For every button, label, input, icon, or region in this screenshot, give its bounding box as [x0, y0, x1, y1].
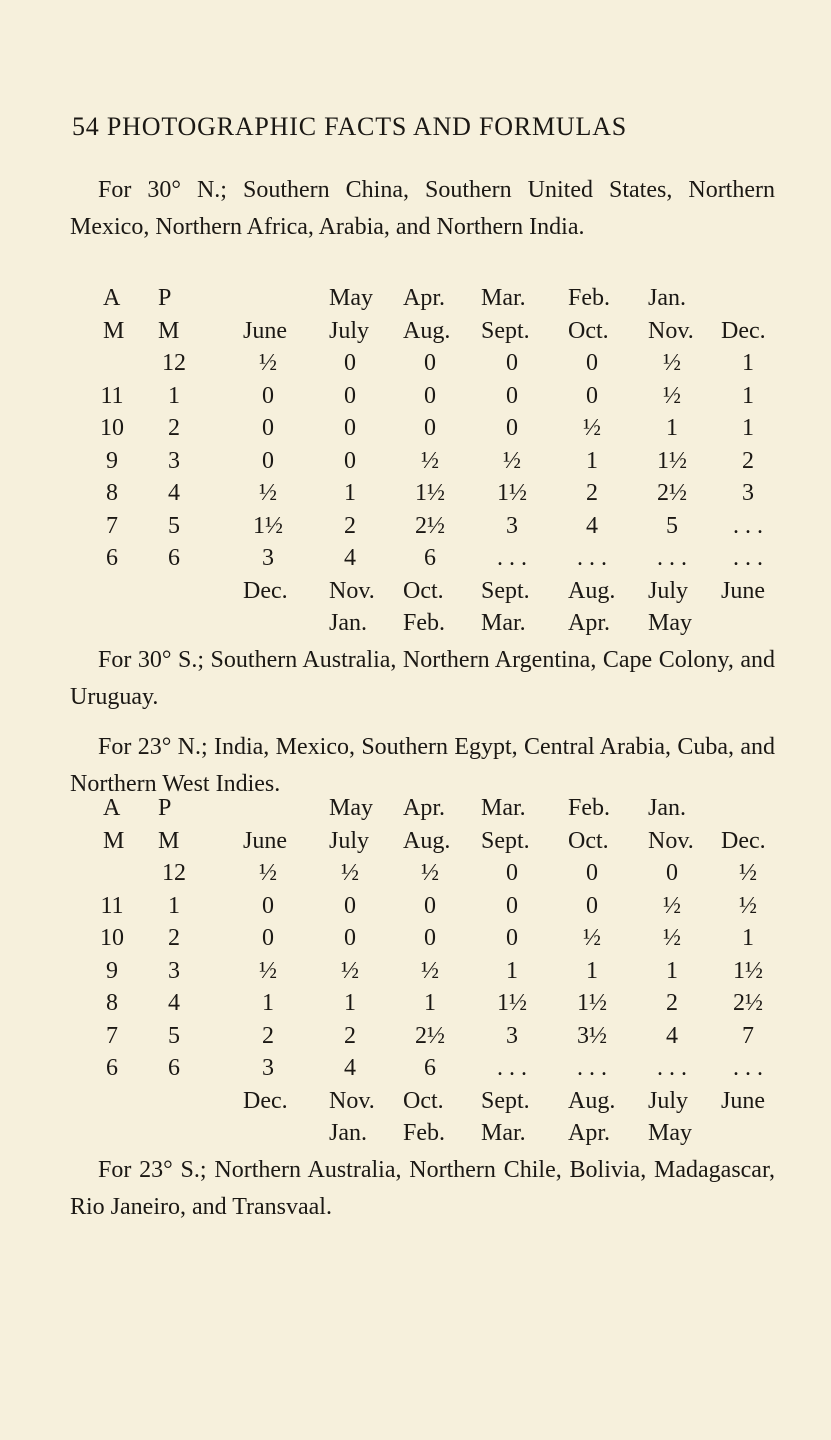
table-cell: 9 — [106, 957, 118, 984]
table-cell: M — [158, 317, 180, 344]
table-cell: Apr. — [403, 285, 445, 311]
table-cell: ½ — [739, 892, 757, 919]
table-cell: Nov. — [648, 317, 694, 344]
table-cell: Oct. — [403, 577, 444, 604]
table-cell: 3½ — [577, 1022, 607, 1049]
table-row — [0, 1053, 831, 1083]
table-cell: 7 — [742, 1022, 754, 1049]
table-cell: Aug. — [568, 577, 616, 604]
table-cell: 1½ — [577, 990, 607, 1016]
table-cell: 3 — [506, 1022, 518, 1049]
table-cell: 8 — [106, 990, 118, 1016]
table-cell: May — [329, 795, 373, 821]
table-cell: ½ — [583, 925, 601, 951]
table-cell: Sept. — [481, 317, 530, 344]
table-cell: 5 — [168, 1022, 180, 1049]
footer-row-2 — [0, 608, 831, 638]
table-cell: 0 — [586, 382, 598, 409]
table-cell: 0 — [262, 447, 274, 474]
table-cell: 6 — [106, 545, 118, 571]
table-cell: A — [103, 795, 121, 821]
table-cell: Jan. — [329, 610, 367, 636]
table-cell: . . . — [577, 545, 607, 571]
table-cell: 2 — [344, 512, 356, 539]
table-cell: 0 — [506, 350, 518, 376]
table-cell: 3 — [506, 512, 518, 539]
table-cell: Feb. — [403, 1120, 445, 1146]
intro-30-north-text: For 30° N.; Southern China, Southern United States, Northern Mexico, Northern Africa, Arabia, and Northern India. — [70, 177, 775, 240]
footer-row-2 — [0, 1118, 831, 1148]
table-cell: 3 — [742, 480, 754, 506]
table-cell: 1 — [742, 350, 754, 376]
running-title: PHOTOGRAPHIC FACTS AND FORMULAS — [106, 112, 628, 141]
table-row — [0, 381, 831, 411]
table-cell: 0 — [344, 892, 356, 919]
table-cell: . . . — [577, 1055, 607, 1081]
table-cell: 1½ — [253, 512, 283, 539]
table-cell: . . . — [497, 545, 527, 571]
table-cell: ½ — [663, 382, 681, 409]
table-cell: Dec. — [721, 317, 766, 344]
table-cell: . . . — [657, 545, 687, 571]
table-cell: M — [103, 827, 125, 854]
table-cell: 1 — [742, 925, 754, 951]
table-cell: Feb. — [403, 610, 445, 636]
table-cell: 2 — [742, 447, 754, 474]
table-cell: Jan. — [648, 795, 686, 821]
table-cell: ½ — [259, 480, 277, 506]
table-cell: 1 — [344, 480, 356, 506]
table-cell: 1 — [506, 957, 518, 984]
table-cell: June — [243, 827, 287, 854]
table-cell: 1 — [586, 447, 598, 474]
table-cell: 0 — [506, 382, 518, 409]
table-cell: Nov. — [329, 577, 375, 604]
table-cell: ½ — [421, 860, 439, 886]
table-cell: Aug. — [568, 1087, 616, 1114]
footer-row-1 — [0, 1086, 831, 1116]
table-cell: 0 — [666, 860, 678, 886]
table-cell: 1 — [742, 415, 754, 441]
table-cell: 1 — [424, 990, 436, 1016]
table-cell: . . . — [733, 512, 763, 539]
table-cell: Mar. — [481, 795, 526, 821]
table-cell: 0 — [262, 925, 274, 951]
intro-23-north — [70, 729, 775, 803]
table-cell: 0 — [424, 892, 436, 919]
table-cell: 1 — [262, 990, 274, 1016]
table-cell: 12 — [162, 860, 186, 886]
table-cell: 2½ — [415, 1022, 445, 1049]
table-cell: 0 — [344, 925, 356, 951]
table-cell: Aug. — [403, 827, 451, 854]
table-cell: 2 — [262, 1022, 274, 1049]
table-cell: Apr. — [568, 1120, 610, 1146]
table-cell: 5 — [666, 512, 678, 539]
table-row — [0, 348, 831, 378]
table-cell: ½ — [583, 415, 601, 441]
table-cell: 2 — [344, 1022, 356, 1049]
table-cell: M — [103, 317, 125, 344]
note-30-south-text: For 30° S.; Southern Australia, Northern Argentina, Cape Colony, and Uruguay. — [70, 647, 775, 710]
table-cell: Jan. — [329, 1120, 367, 1146]
table-cell: . . . — [497, 1055, 527, 1081]
table-cell: 2 — [168, 925, 180, 951]
table-cell: 0 — [424, 350, 436, 376]
table-row — [0, 543, 831, 573]
table-cell: . . . — [657, 1055, 687, 1081]
page-header — [72, 112, 627, 142]
table-cell: May — [648, 1120, 692, 1146]
table-cell: May — [329, 285, 373, 311]
table-cell: 0 — [262, 892, 274, 919]
table-cell: Dec. — [243, 1087, 288, 1114]
table-cell: 1 — [666, 957, 678, 984]
table-cell: May — [648, 610, 692, 636]
table-cell: ½ — [663, 892, 681, 919]
table-cell: ½ — [259, 860, 277, 886]
table-cell: Feb. — [568, 795, 610, 821]
table-cell: ½ — [421, 957, 439, 984]
table-cell: 8 — [106, 480, 118, 506]
table-cell: ½ — [341, 957, 359, 984]
table-cell: Jan. — [648, 285, 686, 311]
table-cell: 3 — [262, 545, 274, 571]
table-row — [0, 446, 831, 476]
table-cell: Mar. — [481, 285, 526, 311]
table-cell: ½ — [341, 860, 359, 886]
table-cell: 12 — [162, 350, 186, 376]
table-cell: 10 — [100, 925, 124, 951]
table-cell: 10 — [100, 415, 124, 441]
table-cell: July — [329, 827, 370, 854]
table-cell: 0 — [344, 382, 356, 409]
intro-23-north-text: For 23° N.; India, Mexico, Southern Egypt, Central Arabia, Cuba, and Northern West Indies. — [70, 734, 775, 797]
table-cell: 4 — [344, 1055, 356, 1081]
table-row — [0, 1021, 831, 1051]
page-number: 54 — [72, 112, 100, 141]
table-cell: 9 — [106, 447, 118, 474]
table-cell: . . . — [733, 545, 763, 571]
table-cell: Oct. — [568, 827, 609, 854]
table-row — [0, 956, 831, 986]
table-cell: Feb. — [568, 285, 610, 311]
note-23-south-text: For 23° S.; Northern Australia, Northern Chile, Bolivia, Madagascar, Rio Janeiro, and Transvaal. — [70, 1157, 775, 1220]
table-cell: Dec. — [243, 577, 288, 604]
table-cell: 4 — [168, 480, 180, 506]
table-row — [0, 858, 831, 888]
note-23-south — [70, 1152, 775, 1226]
note-30-south — [70, 642, 775, 716]
table-cell: 2½ — [657, 480, 687, 506]
table-cell: A — [103, 285, 121, 311]
table-row — [0, 478, 831, 508]
table-cell: Oct. — [568, 317, 609, 344]
table-cell: ½ — [663, 925, 681, 951]
table-cell: 0 — [586, 860, 598, 886]
table-cell: 6 — [424, 545, 436, 571]
table-cell: 0 — [586, 350, 598, 376]
table-cell: M — [158, 827, 180, 854]
table-cell: 4 — [344, 545, 356, 571]
table-cell: 0 — [424, 415, 436, 441]
table-cell: July — [648, 1087, 689, 1114]
table-cell: ½ — [259, 957, 277, 984]
table-cell: 6 — [168, 1055, 180, 1081]
table-cell: Oct. — [403, 1087, 444, 1114]
table-cell: 1½ — [657, 447, 687, 474]
table-cell: 3 — [262, 1055, 274, 1081]
header-row-1 — [0, 283, 831, 313]
table-cell: 5 — [168, 512, 180, 539]
table-cell: 0 — [424, 925, 436, 951]
table-cell: 11 — [100, 892, 124, 919]
table-cell: 0 — [424, 382, 436, 409]
table-row — [0, 988, 831, 1018]
table-cell: 1½ — [733, 957, 763, 984]
table-cell: 0 — [586, 892, 598, 919]
table-cell: 2 — [666, 990, 678, 1016]
table-cell: 1 — [586, 957, 598, 984]
table-row — [0, 413, 831, 443]
header-row-2 — [0, 316, 831, 346]
table-cell: Nov. — [329, 1087, 375, 1114]
table-cell: P — [158, 795, 172, 821]
table-cell: Apr. — [403, 795, 445, 821]
table-cell: July — [329, 317, 370, 344]
table-cell: ½ — [503, 447, 521, 474]
table-cell: 1 — [168, 892, 180, 919]
footer-row-1 — [0, 576, 831, 606]
header-row-1 — [0, 793, 831, 823]
table-cell: 0 — [506, 860, 518, 886]
table-cell: 1 — [742, 382, 754, 409]
table-cell: 7 — [106, 1022, 118, 1049]
table-cell: 3 — [168, 957, 180, 984]
table-cell: 2 — [168, 415, 180, 441]
table-cell: . . . — [733, 1055, 763, 1081]
table-cell: 0 — [344, 415, 356, 441]
table-cell: 1½ — [497, 480, 527, 506]
table-cell: ½ — [259, 350, 277, 376]
table-cell: Apr. — [568, 610, 610, 636]
table-cell: Dec. — [721, 827, 766, 854]
table-cell: ½ — [739, 860, 757, 886]
table-cell: June — [721, 1087, 765, 1114]
table-row — [0, 923, 831, 953]
header-row-2 — [0, 826, 831, 856]
table-cell: 4 — [168, 990, 180, 1016]
table-cell: P — [158, 285, 172, 311]
intro-30-north — [70, 172, 775, 246]
table-cell: 2½ — [415, 512, 445, 539]
table-cell: 0 — [344, 447, 356, 474]
table-cell: 6 — [424, 1055, 436, 1081]
table-cell: 6 — [168, 545, 180, 571]
table-cell: 4 — [586, 512, 598, 539]
table-cell: Sept. — [481, 1087, 530, 1114]
table-cell: ½ — [421, 447, 439, 474]
table-cell: 1 — [344, 990, 356, 1016]
table-cell: 0 — [344, 350, 356, 376]
table-cell: 4 — [666, 1022, 678, 1049]
table-cell: July — [648, 577, 689, 604]
table-cell: Sept. — [481, 827, 530, 854]
table-cell: 11 — [100, 382, 124, 409]
table-cell: 0 — [506, 925, 518, 951]
table-cell: Nov. — [648, 827, 694, 854]
table-cell: 3 — [168, 447, 180, 474]
table-cell: Sept. — [481, 577, 530, 604]
table-cell: Mar. — [481, 610, 526, 636]
table-cell: 1 — [666, 415, 678, 441]
table-cell: June — [243, 317, 287, 344]
table-cell: 0 — [262, 415, 274, 441]
table-cell: Aug. — [403, 317, 451, 344]
table-cell: 6 — [106, 1055, 118, 1081]
table-cell: 2½ — [733, 990, 763, 1016]
table-cell: June — [721, 577, 765, 604]
table-row — [0, 511, 831, 541]
table-cell: 1½ — [415, 480, 445, 506]
table-cell: 0 — [506, 415, 518, 441]
table-cell: 0 — [506, 892, 518, 919]
table-cell: 1½ — [497, 990, 527, 1016]
table-cell: 1 — [168, 382, 180, 409]
table-cell: ½ — [663, 350, 681, 376]
table-cell: 7 — [106, 512, 118, 539]
table-row — [0, 891, 831, 921]
table-cell: Mar. — [481, 1120, 526, 1146]
table-cell: 2 — [586, 480, 598, 506]
table-cell: 0 — [262, 382, 274, 409]
